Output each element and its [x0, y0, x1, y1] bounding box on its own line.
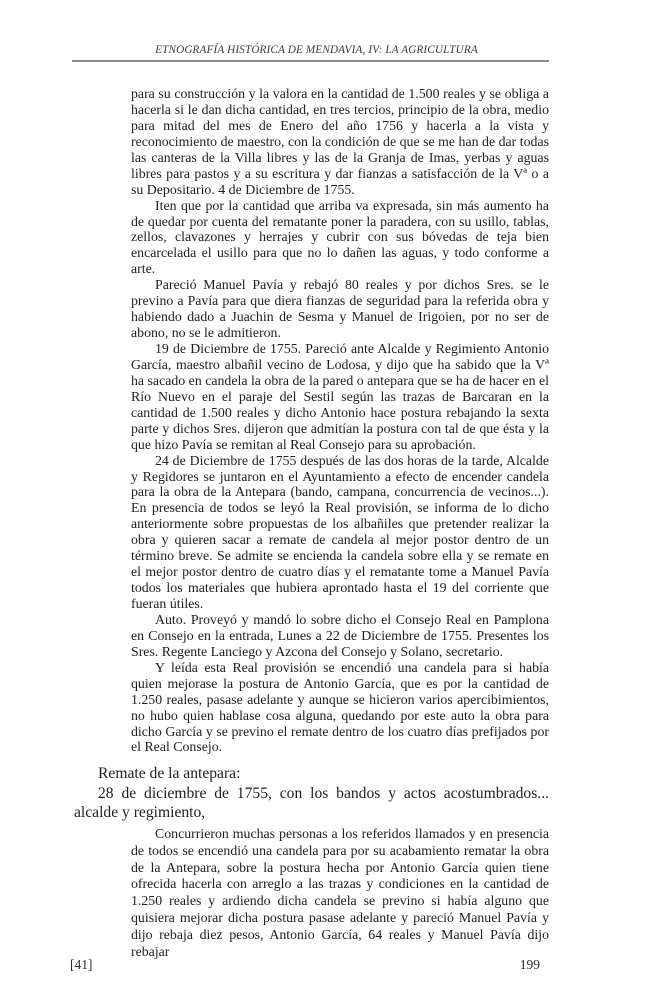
running-title: ETNOGRAFÍA HISTÓRICA DE MENDAVIA, IV: LA AGRICULTURA: [155, 44, 478, 56]
section-number: [41]: [70, 957, 93, 972]
running-header: [72, 40, 549, 62]
paragraph-24-diciembre: 24 de Diciembre de 1755 después de las dos horas de la tarde, Alcalde y Regidores se juntaron en el Ayuntamiento a efecto de encender candela para la obra de la Antepara (bando, campana, concurrencia de vecinos...). En presencia de todos se leyó la Real provisión, se informa de lo dicho anteriormente sobre propuestas de los albañiles que pretender realizar la obra y quieren sacar a remate de candela al mejor postor dentro de un término breve. Se admite se encienda la candela sobre ella y se remate en el mejor postor dentro de cuatro días y el rematante tome a Manuel Pavía todos los materiales que hubiera aprontado hasta el 19 del corriente que fueran útiles.: [131, 452, 549, 611]
quoted-document-block-2: [131, 826, 549, 960]
page-number: 199: [519, 957, 540, 972]
paragraph-parecio-pavia: Pareció Manuel Pavía y rebajó 80 reales y por dichos Sres. se le previno a Pavía para que diera fianzas de seguridad para la referida obra y habiendo dado a Juachin de Sesma y Manuel de Irigoien, por no ser de abono, no se le admitieron.: [131, 277, 549, 341]
quoted-document-block: [131, 86, 549, 755]
paragraph-iten: Iten que por la cantidad que arriba va expresada, sin más aumento ha de quedar por cuenta del rematante poner la paradera, con su usillo, tablas, zellos, clavazones y herrajes y cubrir con sus bóvedas de teja bien encarcelada el usillo para que no lo dañen las aguas, y todo conforme a arte.: [131, 197, 549, 277]
paragraph-continuation: para su construcción y la valora en la cantidad de 1.500 reales y se obliga a hacerla si le dan dicha cantidad, en tres tercios, principio de la obra, medio para mitad del mes de Enero del año 1756 y hacerla a la vista y reconocimiento de maestro, con la condición de que se me han de dar todas las canteras de la Villa libres y las de la Granja de Imas, yerbas y aguas libres para pastos y a su escritura y dar fianzas a satisfacción de la Vª o a su Depositario. 4 de Diciembre de 1755.: [131, 86, 549, 197]
section-heading-remate: Remate de la antepara:: [98, 765, 241, 782]
body-text-block: [74, 764, 549, 823]
paragraph-19-diciembre: 19 de Diciembre de 1755. Pareció ante Alcalde y Regimiento Antonio García, maestro albañil vecino de Lodosa, y dijo que ha sabido que la Vª ha sacado en candela la obra de la pared o antepara que se ha de hacer en el Río Nuevo en el paraje del Sestil según las trazas de Barcaran en la cantidad de 1.500 reales y dicho Antonio hace postura rebajando la sexta parte y dichos Sres. dijeron que admitían la postura con tal de que ésta y la que hizo Pavía se remitan al Real Consejo para su aprobación.: [131, 341, 549, 452]
paragraph-auto: Auto. Proveyó y mandó lo sobre dicho el Consejo Real en Pamplona en Consejo en la entrada, Lunes a 22 de Diciembre de 1755. Presentes los Sres. Regente Lanciego y Azcona del Consejo y Solano, secretario.: [131, 611, 549, 659]
paragraph-concurrieron: Concurrieron muchas personas a los referidos llamados y en presencia de todos se encendió una candela para por su acabamiento rematar la obra de la Antepara, sobre la postura hecha por Antonio García quien tiene ofrecida hacerla con arreglo a las trazas y condiciones en la cantidad de 1.250 reales y ardiendo dicha candela se previno si había alguno que quisiera mejorar dicha postura pasase adelante y pareció Manuel Pavía y dijo rebaja diez pesos, Antonio García, 64 reales y Manuel Pavía dijo rebajar: [131, 826, 549, 959]
paragraph-y-leida: Y leída esta Real provisión se encendió una candela para si había quien mejorase la postura de Antonio García, que es por la cantidad de 1.250 reales, pasase adelante y aunque se hicieron varios apercibimientos, no hubo quien hablase cosa alguna, quedando por este auto la obra para dicho García y se previno el remate dentro de los cuatro días prefijados por el Real Consejo.: [131, 659, 549, 755]
paragraph-28-diciembre: 28 de diciembre de 1755, con los bandos y actos acostumbrados... alcalde y regimiento,: [74, 784, 549, 821]
